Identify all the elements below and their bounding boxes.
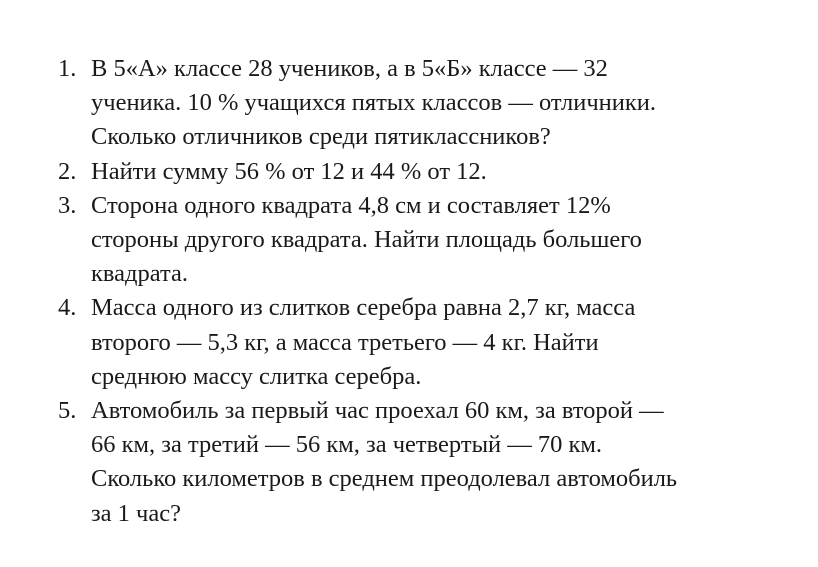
- problem-line: Найти сумму 56 % от 12 и 44 % от 12.: [91, 157, 487, 185]
- problem-text: [91, 394, 677, 531]
- problem-number: 5.: [58, 397, 77, 425]
- problem-line: 66 км, за третий — 56 км, за четвертый — 70 км.: [91, 431, 603, 459]
- problem-line: квадрата.: [91, 260, 188, 288]
- problem-number: 2.: [58, 157, 77, 185]
- problem-line: второго — 5,3 кг, а масса третьего — 4 кг. Найти: [91, 328, 599, 356]
- problem-text: [91, 189, 642, 292]
- problem-line: Сторона одного квадрата 4,8 см и составляет 12%: [91, 191, 611, 219]
- problem-text: [91, 155, 487, 189]
- problem-line: В 5«А» классе 28 учеников, а в 5«Б» классе — 32: [91, 55, 608, 82]
- problem-item-1: [58, 52, 798, 155]
- problem-line: Сколько километров в среднем преодолевал автомобиль: [91, 465, 678, 493]
- problem-line: Масса одного из слитков серебра равна 2,7 кг, масса: [91, 294, 636, 322]
- problem-item-2: [58, 155, 798, 189]
- problem-line: Сколько отличников среди пятиклассников?: [91, 123, 551, 151]
- problem-list: [58, 52, 798, 531]
- problem-item-3: [58, 189, 798, 292]
- problem-number: 1.: [58, 55, 77, 82]
- problem-item-5: [58, 394, 798, 531]
- problem-item-4: [58, 291, 798, 394]
- problem-line: среднюю массу слитка серебра.: [91, 362, 422, 390]
- problem-text: [91, 291, 635, 394]
- problem-number: 4.: [58, 294, 77, 322]
- problem-line: Автомобиль за первый час проехал 60 км, за второй —: [91, 397, 664, 425]
- problem-line: стороны другого квадрата. Найти площадь большего: [91, 226, 642, 254]
- problem-line: за 1 час?: [91, 499, 181, 527]
- problem-text: [91, 52, 656, 155]
- problem-line: ученика. 10 % учащихся пятых классов — отличники.: [91, 89, 657, 117]
- problem-number: 3.: [58, 191, 77, 219]
